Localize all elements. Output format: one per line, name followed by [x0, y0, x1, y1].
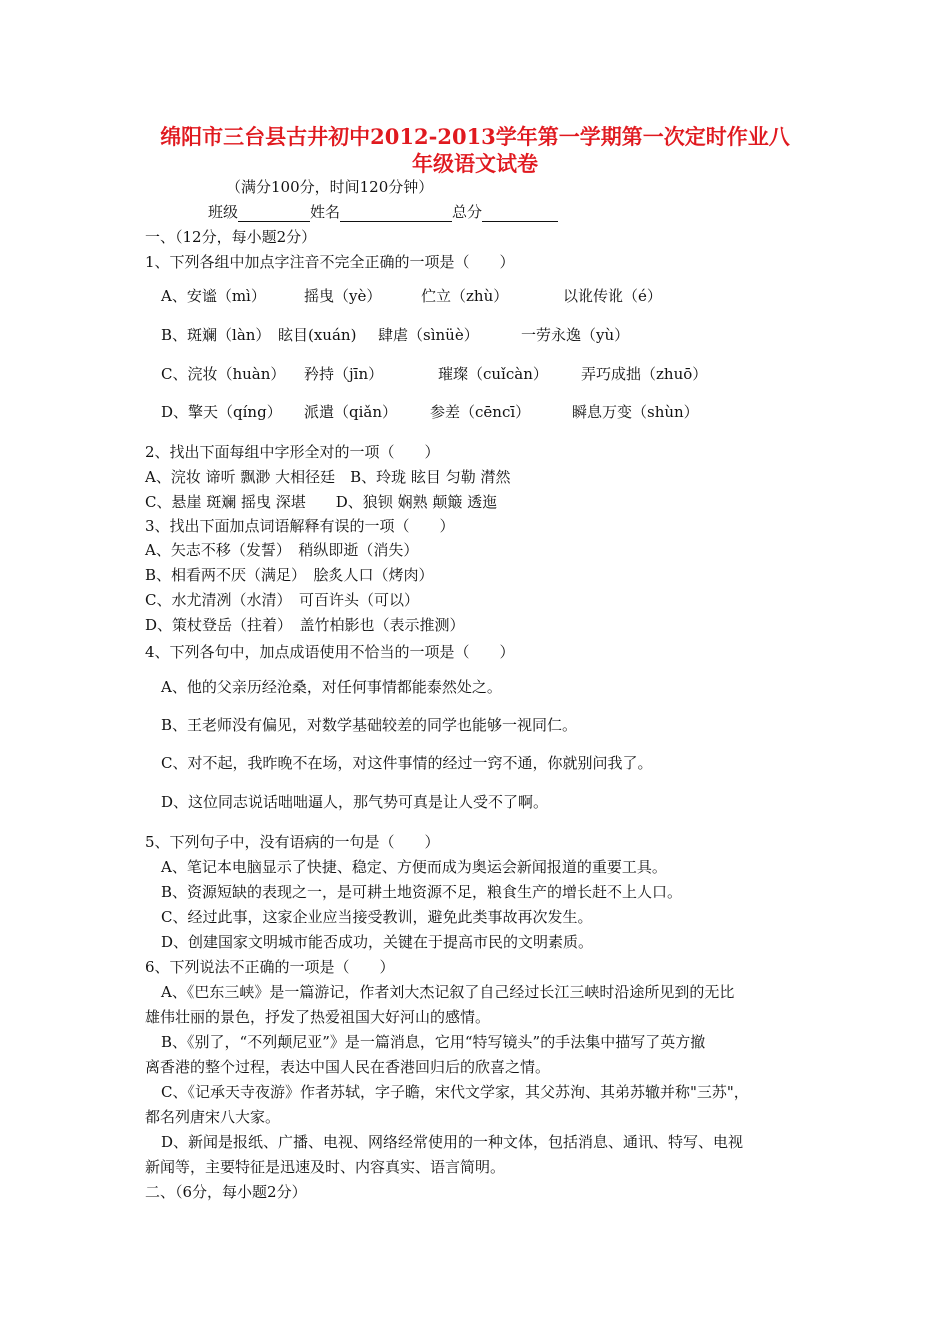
q1-b-1: B、斑斓（làn）	[161, 326, 271, 344]
q1-b-2: 眩目(xuán)	[278, 326, 357, 344]
q6-line-8: 新闻等，主要特征是迅速及时、内容真实、语言简明。	[145, 1158, 506, 1176]
q5-stem: 5、下列句子中，没有语病的一句是（ ）	[145, 833, 440, 851]
q4-stem: 4、下列各句中，加点成语使用不恰当的一项是（ ）	[145, 643, 515, 661]
q1-d-4: 瞬息万变（shùn）	[572, 403, 699, 421]
q5-line-1: A、笔记本电脑显示了快捷、稳定、方便而成为奥运会新闻报道的重要工具。	[161, 858, 667, 876]
q4-line-2: B、王老师没有偏见，对数学基础较差的同学也能够一视同仁。	[161, 716, 578, 734]
q1-c-2: 矜持（jīn）	[304, 365, 384, 383]
q2-line-1: A、浣妆 谛听 飘渺 大相径廷 B、玲珑 眩目 匀勒 潸然	[145, 468, 511, 486]
q1-a-1: A、安谧（mì）	[161, 287, 266, 305]
q3-line-1: A、矢志不移（发誓） 稍纵即逝（消失）	[145, 541, 419, 559]
q5-line-4: D、创建国家文明城市能否成功，关键在于提高市民的文明素质。	[161, 933, 594, 951]
student-info-row	[208, 202, 558, 222]
q6-line-7: D、新闻是报纸、广播、电视、网络经常使用的一种文体，包括消息、通讯、特写、电视	[161, 1133, 744, 1151]
q1-c-3: 璀璨（cuǐcàn）	[438, 365, 548, 383]
q1-d-3: 参差（cēncī）	[430, 403, 531, 421]
q2-line-2: C、悬崖 斑斓 摇曳 深堪 D、狼钡 娴熟 颠簸 透迤	[145, 493, 498, 511]
q1-b-4: 一劳永逸（yù）	[521, 326, 630, 344]
class-blank[interactable]	[238, 205, 310, 222]
exam-title-line1: 绵阳市三台县古井初中2012-2013学年第一学期第一次定时作业八	[160, 124, 790, 149]
q6-line-6: 都名列唐宋八大家。	[145, 1108, 281, 1126]
section2-heading: 二、（6分，每小题2分）	[145, 1183, 307, 1201]
q4-line-4: D、这位同志说话咄咄逼人，那气势可真是让人受不了啊。	[161, 793, 549, 811]
total-label: 总分	[452, 203, 483, 221]
q1-a-2: 摇曳（yè）	[304, 287, 382, 305]
q6-line-3: B、《别了，“不列颠尼亚”》是一篇消息，它用“特写镜头”的手法集中描写了英方撤	[161, 1033, 706, 1051]
q4-line-1: A、他的父亲历经沧桑，对任何事情都能泰然处之。	[161, 678, 502, 696]
q6-stem: 6、下列说法不正确的一项是（ ）	[145, 958, 395, 976]
exam-title-line2: 年级语文试卷	[412, 151, 538, 176]
name-blank[interactable]	[340, 205, 452, 222]
class-label: 班级	[208, 203, 239, 221]
q6-line-2: 雄伟壮丽的景色，抒发了热爱祖国大好河山的感情。	[145, 1008, 491, 1026]
section1-heading: 一、（12分，每小题2分）	[145, 228, 317, 246]
q3-stem: 3、找出下面加点词语解释有误的一项（ ）	[145, 517, 455, 535]
q1-c-4: 弄巧成拙（zhuō）	[581, 365, 708, 383]
q1-c-1: C、浣妆（huàn）	[161, 365, 286, 383]
q4-line-3: C、对不起，我昨晚不在场，对这件事情的经过一窍不通，你就别问我了。	[161, 754, 653, 772]
q1-a-3: 伫立（zhù）	[421, 287, 509, 305]
q3-line-3: C、水尤清冽（水清） 可百许头（可以）	[145, 591, 419, 609]
q1-d-1: D、擎天（qíng）	[161, 403, 282, 421]
q2-stem: 2、找出下面每组中字形全对的一项（ ）	[145, 443, 440, 461]
score-time-note: （满分100分，时间120分钟）	[226, 178, 434, 196]
name-label: 姓名	[310, 203, 341, 221]
q1-stem: 1、下列各组中加点字注音不完全正确的一项是（ ）	[145, 253, 515, 271]
q3-line-4: D、策杖登岳（拄着） 盖竹柏影也（表示推测）	[145, 616, 465, 634]
q1-b-3: 肆虐（sìnüè）	[378, 326, 479, 344]
q3-line-2: B、相看两不厌（满足） 脍炙人口（烤肉）	[145, 566, 434, 584]
q6-line-4: 离香港的整个过程，表达中国人民在香港回归后的欣喜之情。	[145, 1058, 551, 1076]
q1-d-2: 派遣（qiǎn）	[304, 403, 398, 421]
q1-a-4: 以讹传讹（é）	[563, 287, 662, 305]
q5-line-2: B、资源短缺的表现之一，是可耕土地资源不足，粮食生产的增长赶不上人口。	[161, 883, 683, 901]
total-blank[interactable]	[482, 205, 558, 222]
q6-line-5: C、《记承天寺夜游》作者苏轼，字子瞻，宋代文学家，其父苏洵、其弟苏辙并称"三苏"，	[161, 1083, 749, 1101]
q5-line-3: C、经过此事，这家企业应当接受教训，避免此类事故再次发生。	[161, 908, 593, 926]
q6-line-1: A、《巴东三峡》是一篇游记，作者刘大杰记叙了自己经过长江三峡时沿途所见到的无比	[161, 983, 735, 1001]
